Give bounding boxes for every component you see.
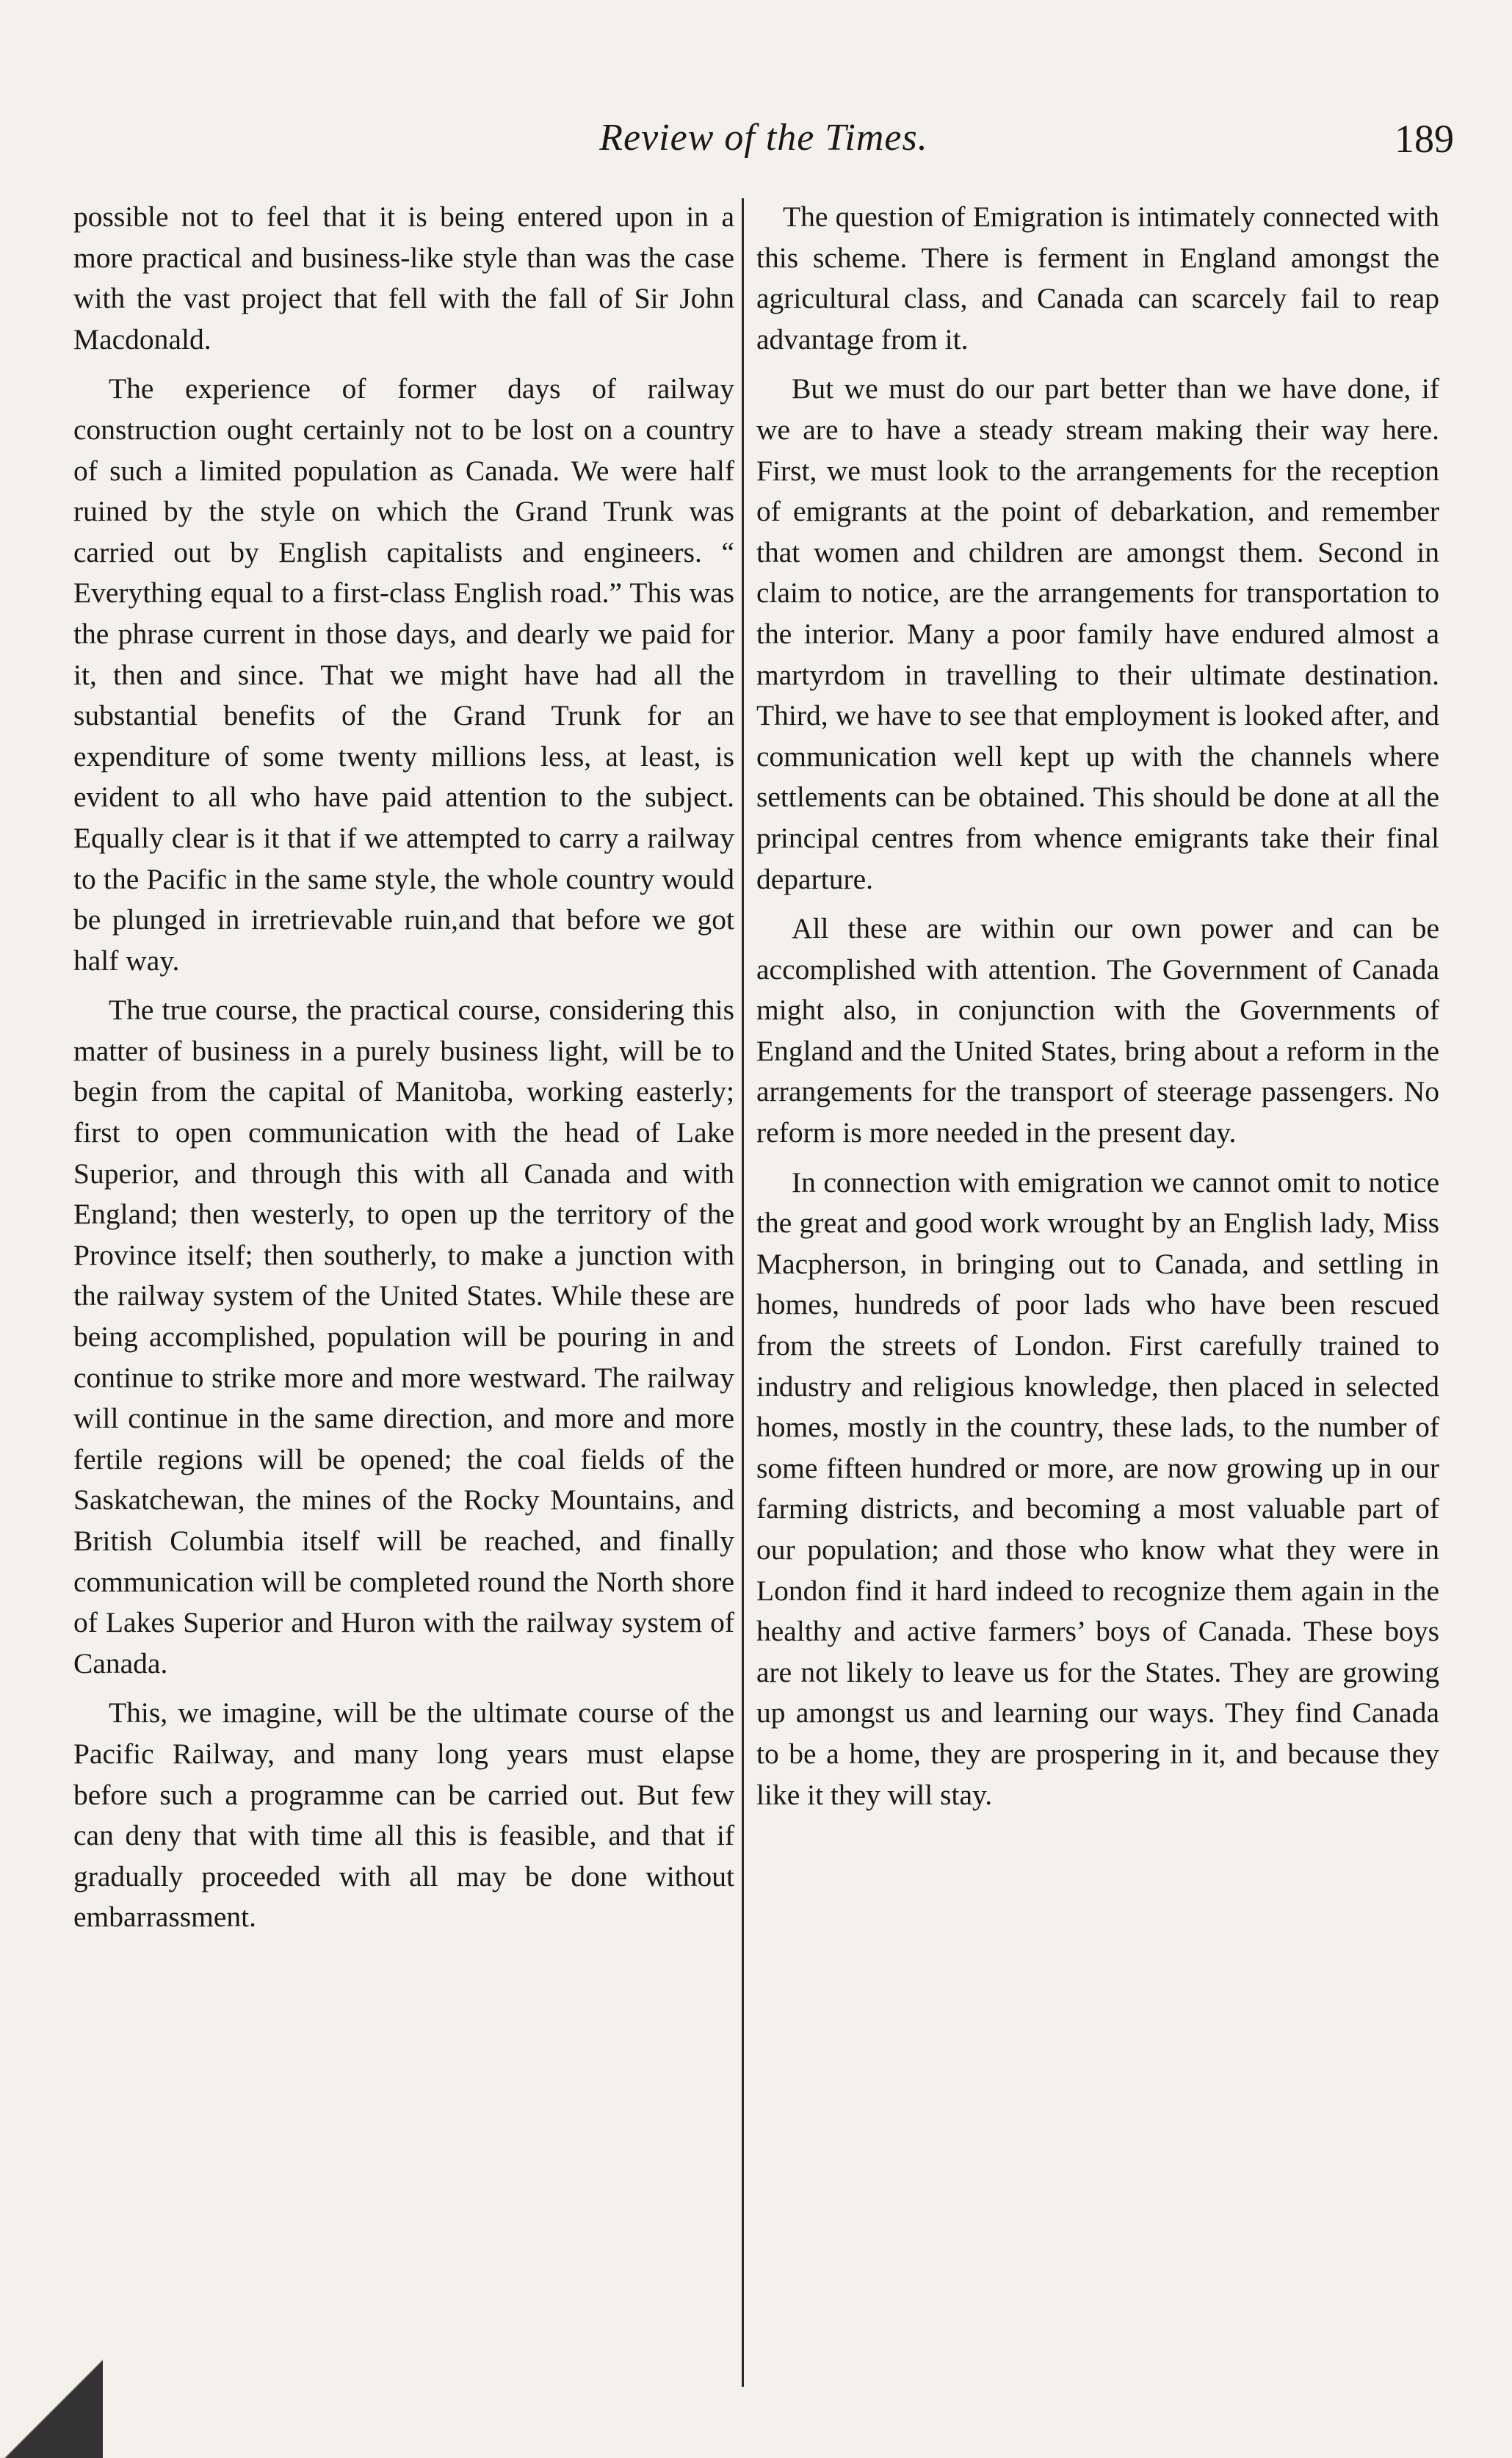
right-paragraph-2: But we must do our part better than we have done, if we are to have a steady stream making their way here. First, we must look to the arrangements for the reception of emigrants at the point of debarkation, and remember that women and children are amongst them. Second in claim to notice, are the arrangements for transportation to the interior. Many a poor family have endured almost a martyrdom in travelling to their ultimate destination. Third, we have to see that employment is looked after, and communication well kept up with the channels where settlements can be obtained. This should be done at all the principal centres from whence emigrants take their final departure.: [756, 372, 1439, 895]
right-paragraph-4: In connection with emigration we cannot omit to notice the great and good work wrought by an English lady, Miss Macpherson, in bringing out to Canada, and settling in homes, hundreds of poor lads who have been rescued from the streets of London. First carefully trained to industry and religious knowledge, then placed in selected homes, mostly in the country, these lads, to the number of some fifteen hundred or more, are now growing up in our farming districts, and becoming a most valuable part of our population; and those who know what they were in London find it hard indeed to recognize them again in the healthy and active farmers’ boys of Canada. These boys are not likely to leave us for the States. They are growing up amongst us and learning our ways. They find Canada to be a home, they are prospering in it, and because they like it they will stay.: [756, 1165, 1439, 1811]
left-paragraph-3: The true course, the practical course, considering this matter of business in a purely business light, will be to begin from the capital of Manitoba, working easterly; first to open communication with the head of Lake Superior, and through this with all Canada and with England; then westerly, to open up the territory of the Province itself; then southerly, to make a junction with the railway system of the United States. While these are being accomplished, population will be pouring in and continue to strike more and more westward. The railway will continue in the same direction, and more and more fertile regions will be opened; the coal fields of the Saskatchewan, the mines of the Rocky Mountains, and British Columbia itself will be reached, and finally communication will be completed round the North shore of Lakes Superior and Huron with the railway system of Canada.: [73, 994, 734, 1680]
left-paragraph-1: possible not to feel that it is being entered upon in a more practical and business-like style than was the case with the vast project that fell with the fall of Sir John Macdonald.: [73, 200, 734, 355]
right-column: [756, 197, 1439, 1824]
page-corner-shadow: [0, 2340, 103, 2458]
running-head: [73, 116, 1454, 175]
column-divider: [742, 198, 744, 2387]
page-number: 189: [1395, 117, 1454, 161]
left-paragraph-2: The experience of former days of railway construction ought certainly not to be lost on a country of such a limited population as Canada. We were half ruined by the style on which the Grand Trunk was carried out by English capitalists and engineers. “ Everything equal to a first-class English road.” This was the phrase current in those days, and dearly we paid for it, then and since. That we might have had all the substantial benefits of the Grand Trunk for an expenditure of some twenty millions less, at least, is evident to all who have paid attention to the subject. Equally clear is it that if we attempted to carry a railway to the Pacific in the same style, the whole country would be plunged in irretrievable ruin,and that before we got half way.: [73, 372, 734, 977]
right-paragraph-1: The question of Emigration is intimately connected with this scheme. There is ferment in England amongst the agricultural class, and Canada can scarcely fail to reap advantage from it.: [756, 200, 1439, 355]
right-paragraph-3: All these are within our own power and can be accomplished with attention. The Government of Canada might also, in conjunction with the Governments of England and the United States, bring about a reform in the arrangements for the transport of steerage passengers. No reform is more needed in the present day.: [756, 912, 1439, 1149]
running-title: Review of the Times.: [599, 117, 928, 159]
left-paragraph-4: This, we imagine, will be the ultimate course of the Pacific Railway, and many long years must elapse before such a programme can be carried out. But few can deny that with time all this is feasible, and that if gradually proceeded with all may be done without embarrassment.: [73, 1696, 734, 1934]
left-column: [73, 197, 734, 1947]
